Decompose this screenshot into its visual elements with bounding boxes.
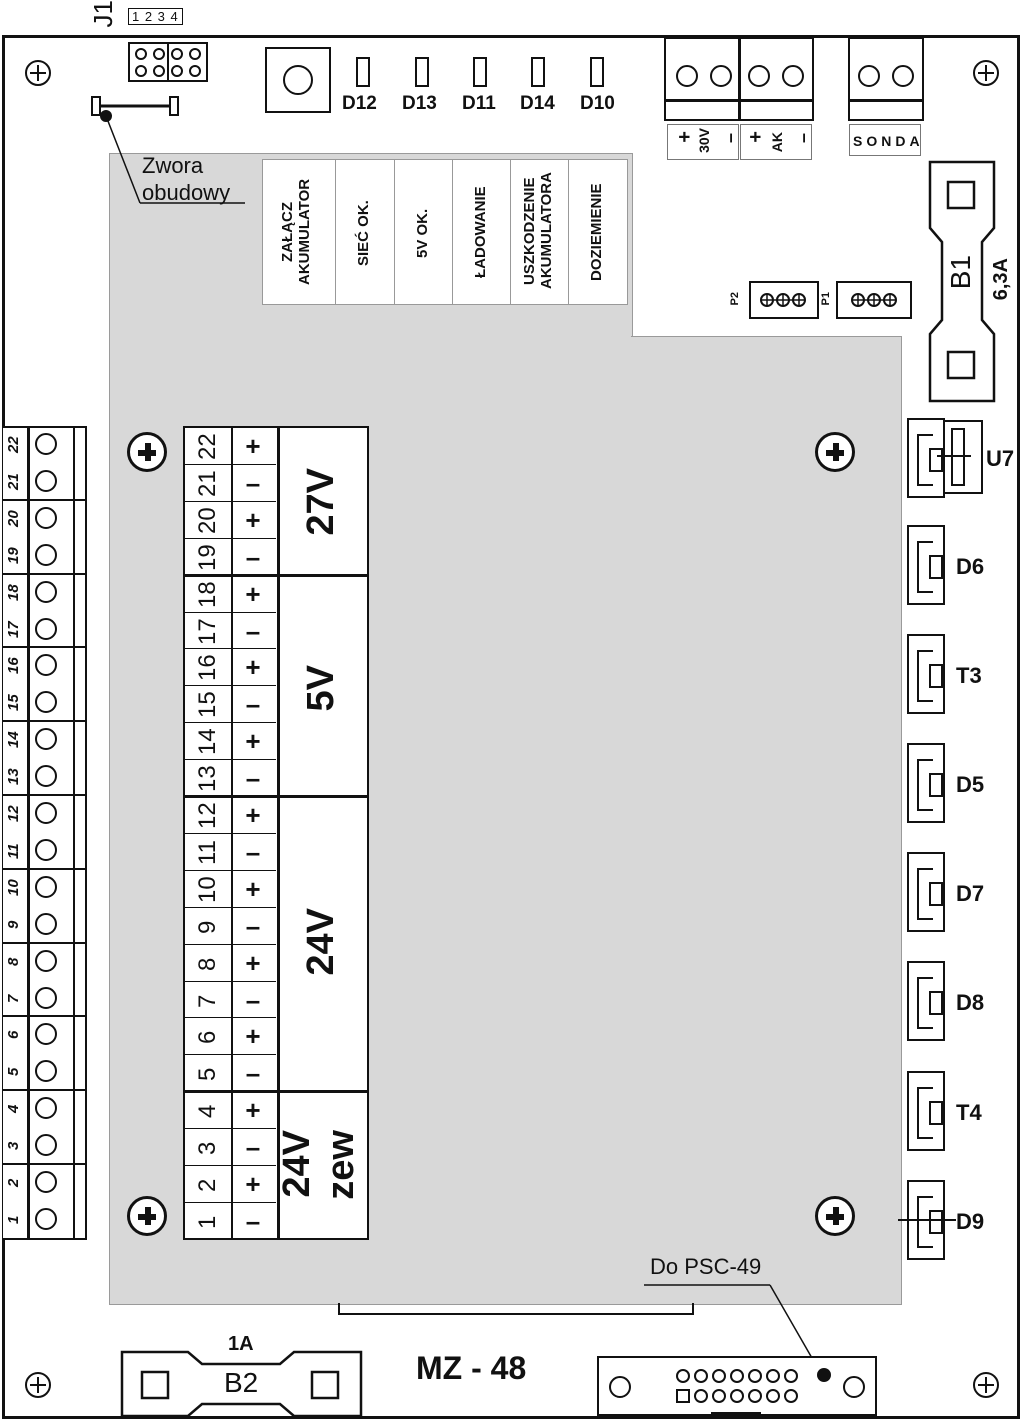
led-label: D13 (402, 93, 437, 114)
status-label: DOZIEMIENIE (588, 183, 605, 281)
module-name: MZ - 48 (416, 1350, 527, 1386)
table-polarity: + (245, 1095, 261, 1126)
terminal-30v-labels (667, 124, 739, 160)
component-d7 (907, 852, 945, 932)
table-terminal-number: 5 (194, 1067, 221, 1081)
terminal-separator (3, 942, 87, 944)
group-label-27v: 27V (300, 468, 342, 536)
table-polarity: – (245, 1058, 261, 1089)
table-row-divider (185, 759, 276, 760)
terminal-block-sonda (848, 37, 924, 121)
table-polarity: + (245, 652, 261, 683)
terminal-number: 20 (5, 510, 22, 528)
table-row-divider (185, 648, 276, 649)
table-terminal-number: 2 (194, 1178, 221, 1192)
table-row-divider (185, 575, 276, 576)
terminal-screw-icon (35, 876, 57, 898)
terminal-screw-icon (35, 950, 57, 972)
j1-pin-header (128, 42, 208, 82)
psc-connector (597, 1356, 877, 1416)
table-terminal-number: 3 (194, 1141, 221, 1155)
terminal-number: 21 (5, 473, 22, 491)
status-panel (262, 159, 628, 305)
table-row-divider (185, 1091, 276, 1092)
screw-icon (815, 1196, 855, 1236)
terminal-screw-icon (35, 507, 57, 529)
terminal-separator (3, 646, 87, 648)
table-row-divider (185, 1017, 276, 1018)
table-row-divider (185, 944, 276, 945)
table-polarity: – (245, 541, 261, 572)
connector-screw-icon (609, 1376, 631, 1398)
table-terminal-number: 20 (194, 507, 221, 535)
led-label: D10 (580, 93, 615, 114)
mounting-hole-icon (973, 1372, 999, 1398)
table-row-divider (185, 833, 276, 834)
terminal-number: 22 (5, 436, 22, 454)
terminal-screw-icon (710, 65, 732, 87)
button-cap-icon (283, 65, 313, 95)
table-row-divider (185, 796, 276, 797)
table-terminal-number: 10 (194, 876, 221, 904)
terminal-number: 1 (5, 1215, 22, 1225)
terminal-screw-icon (35, 802, 57, 824)
component-label: D9 (956, 1209, 985, 1234)
ak-label: AK (769, 132, 785, 153)
status-label: ŁADOWANIE (472, 186, 489, 278)
table-polarity: + (245, 1021, 261, 1052)
component-d6 (907, 525, 945, 605)
group-label-5v: 5V (300, 665, 342, 712)
group-label-24v: 24V (300, 908, 342, 976)
terminal-screw-icon (35, 470, 57, 492)
terminal-separator (3, 794, 87, 796)
terminal-number: 17 (5, 621, 22, 638)
table-terminal-number: 21 (194, 470, 221, 498)
table-polarity: – (245, 984, 261, 1015)
table-polarity: + (245, 504, 261, 535)
table-row-divider (185, 538, 276, 539)
status-label: 5V OK. (414, 208, 431, 258)
screw-icon (127, 432, 167, 472)
table-polarity: – (245, 467, 261, 498)
table-polarity: + (245, 947, 261, 978)
table-polarity: + (245, 578, 261, 609)
table-terminal-number: 9 (194, 920, 221, 934)
terminal-screw-icon (676, 65, 698, 87)
table-row-divider (185, 612, 276, 613)
table-polarity: + (245, 800, 261, 830)
table-terminal-number: 6 (194, 1030, 221, 1045)
header-p1 (836, 281, 912, 319)
terminal-number: 4 (5, 1105, 22, 1114)
table-terminal-number: 13 (194, 765, 221, 793)
sonda-label: SONDA (853, 133, 924, 149)
jumper-label-line1: Zwora (142, 153, 204, 178)
table-row-divider (185, 907, 276, 908)
component-area-fill (110, 300, 630, 340)
terminal-screw-icon (35, 544, 57, 566)
component-d8 (907, 961, 945, 1041)
table-terminal-number: 4 (194, 1104, 221, 1118)
table-polarity: + (245, 1169, 261, 1199)
fuse-b2-label: B2 (224, 1367, 259, 1398)
terminal-screw-icon (35, 1208, 57, 1230)
terminal-number: 13 (5, 768, 22, 786)
terminal-number: 14 (5, 731, 22, 749)
table-terminal-number: 7 (194, 993, 221, 1008)
terminal-screw-icon (35, 581, 57, 603)
component-t4 (907, 1071, 945, 1151)
table-terminal-number: 15 (194, 691, 221, 719)
component-d5 (907, 743, 945, 823)
mounting-hole-icon (25, 1372, 51, 1398)
table-polarity: + (245, 873, 261, 904)
terminal-screw-icon (35, 913, 57, 935)
terminal-separator (3, 1015, 87, 1017)
table-row-divider (185, 501, 276, 502)
component-label: D6 (956, 554, 985, 579)
j1-pin-numbers: 1 2 3 4 (128, 8, 183, 25)
reset-button (265, 47, 331, 113)
voltage-30v-label: 30V (696, 128, 712, 153)
table-polarity: – (245, 1132, 261, 1163)
table-terminal-number: 14 (194, 728, 221, 756)
led-d12 (356, 57, 370, 87)
mounting-hole-icon (973, 60, 999, 86)
terminal-number: 19 (5, 547, 22, 565)
terminal-sonda-label-box (849, 124, 924, 156)
terminal-separator (3, 1089, 87, 1091)
led-d10 (590, 57, 604, 87)
header-p2-label: P2 (729, 292, 741, 306)
terminal-separator (3, 499, 87, 501)
terminal-screw-icon (858, 65, 880, 87)
table-terminal-number: 19 (194, 544, 221, 572)
terminal-number: 9 (5, 920, 22, 929)
table-terminal-number: 22 (194, 433, 221, 461)
table-polarity: – (245, 615, 261, 646)
terminal-number: 8 (5, 957, 22, 966)
terminal-separator (3, 1163, 87, 1165)
terminal-number: 16 (5, 658, 22, 675)
table-row-divider (185, 1054, 276, 1055)
terminal-screw-icon (35, 1171, 57, 1193)
led-label: D12 (342, 93, 377, 114)
component-label: T4 (956, 1100, 982, 1125)
led-d13 (415, 57, 429, 87)
table-terminal-number: 12 (194, 802, 221, 830)
mounting-hole-icon (25, 60, 51, 86)
component-area-edge (631, 336, 901, 337)
component-label: T3 (956, 663, 982, 688)
table-row-divider (185, 1165, 276, 1166)
table-polarity: – (245, 910, 261, 941)
terminal-screw-icon (35, 618, 57, 640)
plus-sign: + (674, 131, 696, 143)
component-label: D8 (956, 990, 985, 1015)
table-row-divider (185, 722, 276, 723)
table-polarity: + (245, 726, 261, 757)
table-terminal-number: 18 (194, 581, 221, 608)
terminal-number: 18 (5, 584, 22, 601)
group-label-24v-ext: 24V (276, 1130, 318, 1198)
fuse-b2-rating: 1A (228, 1333, 254, 1355)
table-polarity: – (245, 1205, 261, 1236)
led-label: D11 (462, 93, 496, 114)
screw-icon (815, 432, 855, 472)
screw-icon (127, 1196, 167, 1236)
terminal-separator (3, 573, 87, 575)
component-label: U7 (986, 446, 1015, 471)
terminal-ak-labels (740, 124, 812, 160)
table-terminal-number: 1 (194, 1215, 221, 1229)
led-label: D14 (520, 93, 555, 114)
d9-lead (898, 1219, 956, 1221)
psc-connector-label: Do PSC-49 (650, 1254, 762, 1279)
component-label: D5 (956, 772, 985, 797)
connector-screw-icon (843, 1376, 865, 1398)
table-row-divider (185, 1202, 276, 1203)
status-label: ZAŁĄCZ AKUMULATOR (279, 178, 313, 286)
plus-sign: + (745, 131, 767, 143)
terminal-number: 11 (5, 843, 22, 859)
terminal-number: 15 (5, 694, 22, 712)
table-terminal-number: 11 (194, 840, 221, 866)
terminal-screw-icon (748, 65, 770, 87)
table-row-divider (185, 464, 276, 465)
table-polarity: – (245, 689, 261, 720)
table-polarity: + (245, 431, 261, 461)
terminal-number: 5 (5, 1068, 22, 1077)
table-polarity: – (245, 836, 261, 867)
table-terminal-number: 16 (194, 655, 221, 682)
header-p1-label: P1 (820, 292, 832, 306)
terminal-separator (3, 868, 87, 870)
regulator-u7 (907, 418, 985, 496)
terminal-screw-icon (35, 433, 57, 455)
minus-sign: – (720, 133, 740, 144)
status-label: SIEĆ OK. (355, 200, 372, 266)
terminal-screw-icon (35, 839, 57, 861)
component-t3 (907, 634, 945, 714)
terminal-block-30v-ak (664, 37, 814, 121)
terminal-screw-icon (782, 65, 804, 87)
table-row-divider (185, 870, 276, 871)
status-label: USZKODZENIE AKUMULATORA (521, 172, 555, 290)
led-d14 (531, 57, 545, 87)
terminal-number: 3 (5, 1141, 22, 1151)
table-terminal-number: 17 (194, 618, 221, 645)
terminal-screw-icon (35, 765, 57, 787)
table-row-divider (185, 981, 276, 982)
table-terminal-number: 8 (194, 956, 221, 971)
header-p2 (749, 281, 819, 319)
fuse-b1-rating: 6,3A (990, 258, 1012, 301)
j1-label: J1 (88, 0, 118, 28)
group-label-ext-sub: zew (320, 1130, 362, 1200)
table-polarity: – (245, 763, 261, 794)
terminal-number: 12 (5, 805, 22, 823)
terminal-number: 6 (5, 1031, 22, 1040)
table-row-divider (185, 1128, 276, 1129)
terminal-number: 7 (5, 994, 22, 1003)
table-row-divider (185, 685, 276, 686)
terminal-number: 10 (5, 879, 22, 897)
terminal-separator (3, 720, 87, 722)
terminal-number: 2 (5, 1178, 22, 1188)
led-d11 (473, 57, 487, 87)
component-label: D7 (956, 881, 985, 906)
minus-sign: – (793, 133, 813, 144)
jumper-label-line2: obudowy (142, 180, 231, 205)
terminal-screw-icon (892, 65, 914, 87)
fuse-b1-label: B1 (945, 255, 976, 290)
terminal-screw-icon (35, 1134, 57, 1156)
terminal-screw-icon (35, 987, 57, 1009)
